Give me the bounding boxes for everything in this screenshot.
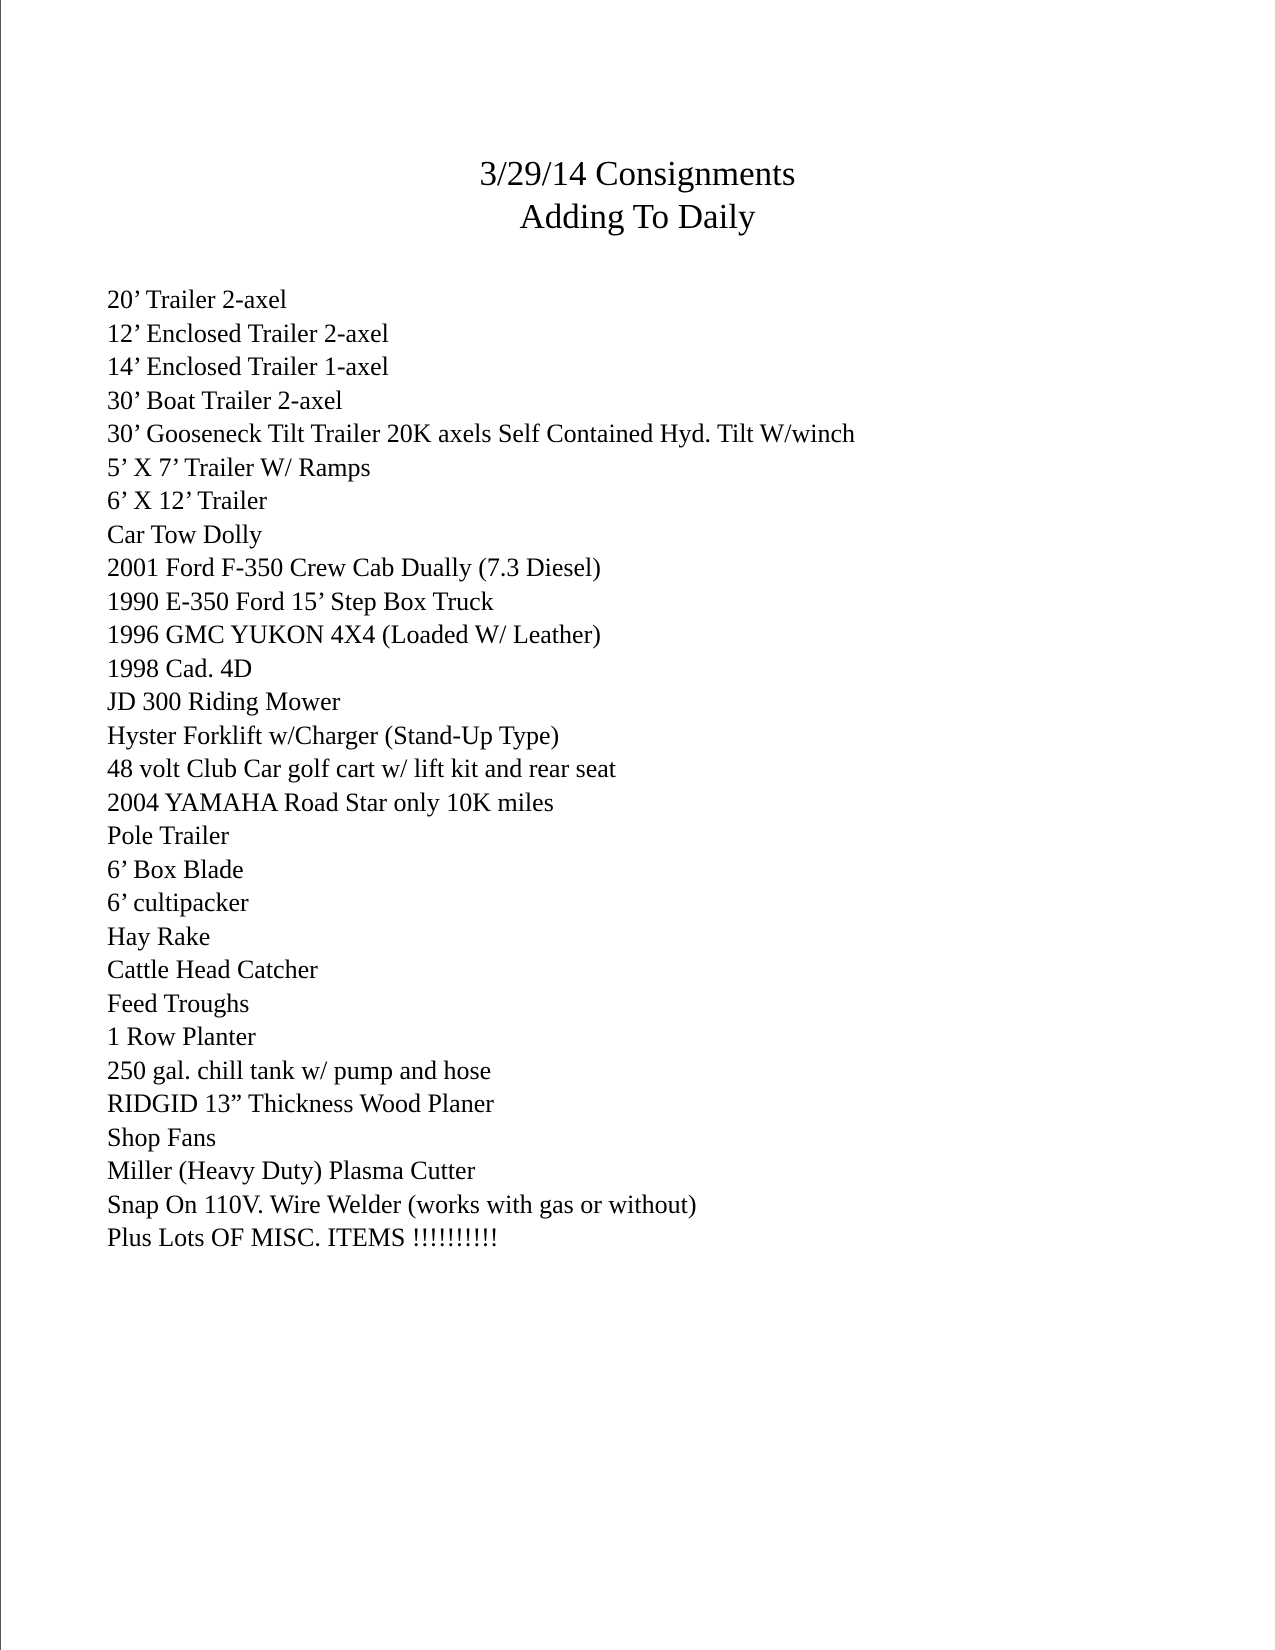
list-item: Shop Fans	[107, 1122, 217, 1152]
list-item: Hyster Forklift w/Charger (Stand-Up Type)	[107, 720, 560, 750]
list-item: 1996 GMC YUKON 4X4 (Loaded W/ Leather)	[107, 620, 601, 649]
list-item: 30’ Boat Trailer 2-axel	[107, 385, 343, 415]
document-subtitle: Adding To Daily	[519, 197, 756, 236]
consignment-list	[107, 283, 855, 1255]
list-item: 30’ Gooseneck Tilt Trailer 20K axels Self Contained Hyd. Tilt W/winch	[107, 419, 855, 448]
list-item: 2001 Ford F-350 Crew Cab Dually (7.3 Diesel)	[107, 553, 601, 582]
list-item: Pole Trailer	[107, 821, 230, 850]
list-item: 6’ cultipacker	[107, 888, 249, 917]
list-item: Feed Troughs	[107, 988, 250, 1018]
list-item: 6’ X 12’ Trailer	[107, 486, 268, 515]
list-item: 12’ Enclosed Trailer 2-axel	[107, 318, 389, 348]
list-item: 1998 Cad. 4D	[107, 653, 253, 683]
list-item: 14’ Enclosed Trailer 1-axel	[107, 352, 389, 381]
list-item: Snap On 110V. Wire Welder (works with gas or without)	[107, 1189, 697, 1219]
list-item: RIDGID 13” Thickness Wood Planer	[107, 1089, 494, 1118]
document-title: 3/29/14 Consignments	[479, 154, 796, 193]
list-item: 2004 YAMAHA Road Star only 10K miles	[107, 787, 554, 817]
list-item: 48 volt Club Car golf cart w/ lift kit and rear seat	[107, 754, 617, 783]
list-item: Hay Rake	[107, 921, 211, 951]
title-block	[0, 152, 1275, 238]
list-item: JD 300 Riding Mower	[107, 687, 341, 716]
list-item: 1 Row Planter	[107, 1022, 256, 1051]
list-item: 20’ Trailer 2-axel	[107, 285, 288, 314]
list-item: Plus Lots OF MISC. ITEMS !!!!!!!!!!	[107, 1223, 499, 1252]
list-item: Miller (Heavy Duty) Plasma Cutter	[107, 1156, 476, 1185]
list-item: 250 gal. chill tank w/ pump and hose	[107, 1055, 492, 1085]
list-item: Cattle Head Catcher	[107, 955, 318, 984]
list-item: 5’ X 7’ Trailer W/ Ramps	[107, 452, 371, 482]
list-item: Car Tow Dolly	[107, 519, 263, 549]
list-item: 6’ Box Blade	[107, 854, 244, 884]
list-item: 1990 E-350 Ford 15’ Step Box Truck	[107, 586, 494, 616]
page-left-border	[0, 0, 1, 1650]
